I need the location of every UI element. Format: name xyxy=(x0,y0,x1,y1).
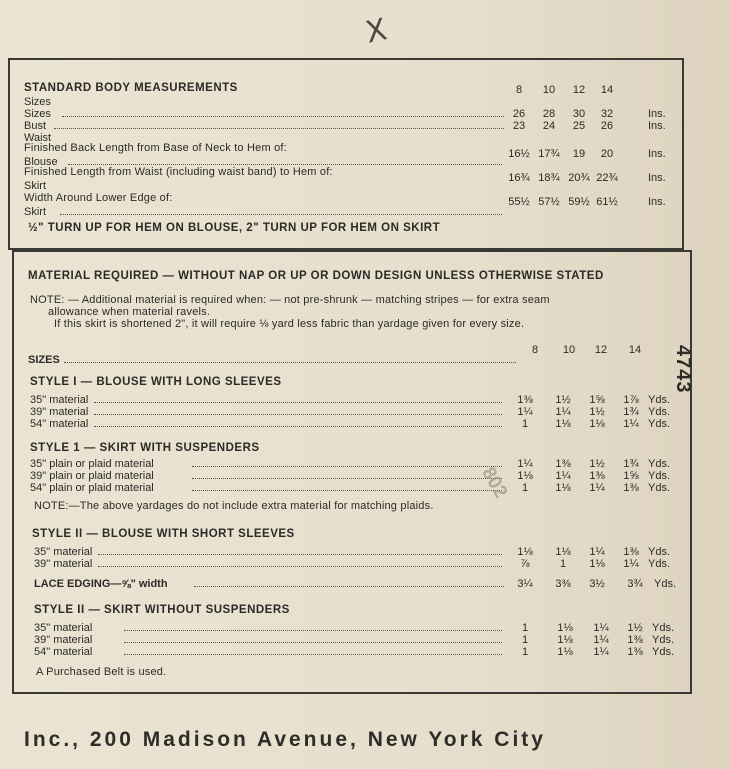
note-line-3: If this skirt is shortened 2", it will require ⅛ yard less fabric than yardage given for every size. xyxy=(54,318,525,330)
size-8-value: 16½ xyxy=(508,148,530,160)
size-header-8: 8 xyxy=(515,84,523,96)
note-line-1: NOTE: — Additional material is required when: — not pre-shrunk — matching stripes — for extra seam xyxy=(30,294,550,306)
size-header-row xyxy=(24,84,674,96)
size-8-value: 23 xyxy=(512,120,526,132)
material-row: 39" material 1¼ 1¼ 1½ 1¾ Yds. xyxy=(30,406,671,418)
sizes-row xyxy=(24,96,674,108)
size-header-12: 12 xyxy=(572,84,586,96)
size-14-value: 61½ xyxy=(596,196,618,208)
finished-length-label: Finished Length from Waist (including waist band) to Hem of: xyxy=(24,166,333,178)
belt-note: A Purchased Belt is used. xyxy=(36,666,167,678)
body-measurements-panel xyxy=(8,58,684,250)
unit: Ins. xyxy=(648,108,666,120)
unit: Ins. xyxy=(648,172,666,184)
size-header-14: 14 xyxy=(600,84,614,96)
material-row: 39" plain or plaid material 1⅛ 1¼ 1⅜ 1⅝ Yds. xyxy=(30,470,671,482)
size-14-value: 22¾ xyxy=(596,172,618,184)
size-12-value: 25 xyxy=(572,120,586,132)
row-label: Waist xyxy=(24,132,52,144)
sizes-label: SIZES xyxy=(28,354,60,366)
unit: Ins. xyxy=(648,148,666,160)
size-header-14: 14 xyxy=(628,344,642,356)
measurements-title: STANDARD BODY MEASUREMENTS xyxy=(24,82,238,94)
row-label: Bust xyxy=(24,120,47,132)
size-12-value: 20¾ xyxy=(568,172,590,184)
size-header-10: 10 xyxy=(542,84,556,96)
bust-row xyxy=(24,108,674,120)
size-12-value: 19 xyxy=(572,148,586,160)
material-row: 35" material 1⅜ 1½ 1⅝ 1⅞ Yds. xyxy=(30,394,671,406)
size-header-12: 12 xyxy=(594,344,608,356)
finished-back-label: Finished Back Length from Base of Neck to Hem of: xyxy=(24,142,287,154)
hem-note: ½" TURN UP FOR HEM ON BLOUSE, 2" TURN UP FOR HEM ON SKIRT xyxy=(28,222,441,234)
width-around-label: Width Around Lower Edge of: xyxy=(24,192,173,204)
material-row: 39" material ⅞ 1 1⅛ 1¼ Yds. xyxy=(34,558,671,570)
unit: Ins. xyxy=(648,120,666,132)
size-8-value: 16¾ xyxy=(508,172,530,184)
size-header-8: 8 xyxy=(531,344,539,356)
size-8-value: 26 xyxy=(512,108,526,120)
plaid-note: NOTE:—The above yardages do not include extra material for matching plaids. xyxy=(34,500,434,512)
pen-mark: X xyxy=(362,12,390,51)
size-12-value: 59½ xyxy=(568,196,590,208)
style2-skirt-title: STYLE II — SKIRT WITHOUT SUSPENDERS xyxy=(34,604,290,616)
publisher-address: Inc., 200 Madison Avenue, New York City xyxy=(24,728,546,751)
size-14-value: 20 xyxy=(600,148,614,160)
row-label: Sizes xyxy=(24,96,51,108)
size-10-value: 57½ xyxy=(538,196,560,208)
style1-skirt-title: STYLE 1 — SKIRT WITH SUSPENDERS xyxy=(30,442,260,454)
size-8-value: 55½ xyxy=(508,196,530,208)
size-12-value: 30 xyxy=(572,108,586,120)
material-row: 54" plain or plaid material 1 1⅛ 1¼ 1⅜ Yds. xyxy=(30,482,671,494)
row-label: Skirt xyxy=(24,180,46,192)
unit: Ins. xyxy=(648,196,666,208)
material-row: 35" material 1⅛ 1⅛ 1¼ 1⅜ Yds. xyxy=(34,546,671,558)
material-row: 35" material 1 1⅛ 1¼ 1½ Yds. xyxy=(34,622,675,634)
material-required-panel xyxy=(12,250,692,694)
size-10-value: 17¾ xyxy=(538,148,560,160)
size-10-value: 18¾ xyxy=(538,172,560,184)
size-14-value: 26 xyxy=(600,120,614,132)
size-10-value: 28 xyxy=(542,108,556,120)
pattern-number: 4743 xyxy=(672,345,694,394)
size-header-10: 10 xyxy=(562,344,576,356)
row-label: Skirt xyxy=(24,206,46,218)
size-14-value: 32 xyxy=(600,108,614,120)
size-10-value: 24 xyxy=(542,120,556,132)
ink-stamp: 802 xyxy=(477,463,512,502)
material-row: 39" material 1 1⅛ 1¼ 1⅜ Yds. xyxy=(34,634,675,646)
style1-blouse-title: STYLE I — BLOUSE WITH LONG SLEEVES xyxy=(30,376,282,388)
row-label: Sizes xyxy=(24,108,51,120)
material-row: 54" material 1 1⅛ 1⅛ 1¼ Yds. xyxy=(30,418,671,430)
material-row: 35" plain or plaid material 1¼ 1⅜ 1½ 1¾ Yds. xyxy=(30,458,671,470)
material-title: MATERIAL REQUIRED — WITHOUT NAP OR UP OR DOWN DESIGN UNLESS OTHERWISE STATED xyxy=(28,270,604,282)
material-row: 54" material 1 1⅛ 1¼ 1⅜ Yds. xyxy=(34,646,675,658)
waist-row xyxy=(24,120,674,132)
row-label: Blouse xyxy=(24,156,58,168)
lace-edging-row: LACE EDGING—⅝" width 3¼ 3⅜ 3½ 3¾ Yds. xyxy=(34,578,677,590)
sizes-header-row xyxy=(28,344,678,366)
style2-blouse-title: STYLE II — BLOUSE WITH SHORT SLEEVES xyxy=(32,528,295,540)
note-line-2: allowance when material ravels. xyxy=(48,306,211,318)
